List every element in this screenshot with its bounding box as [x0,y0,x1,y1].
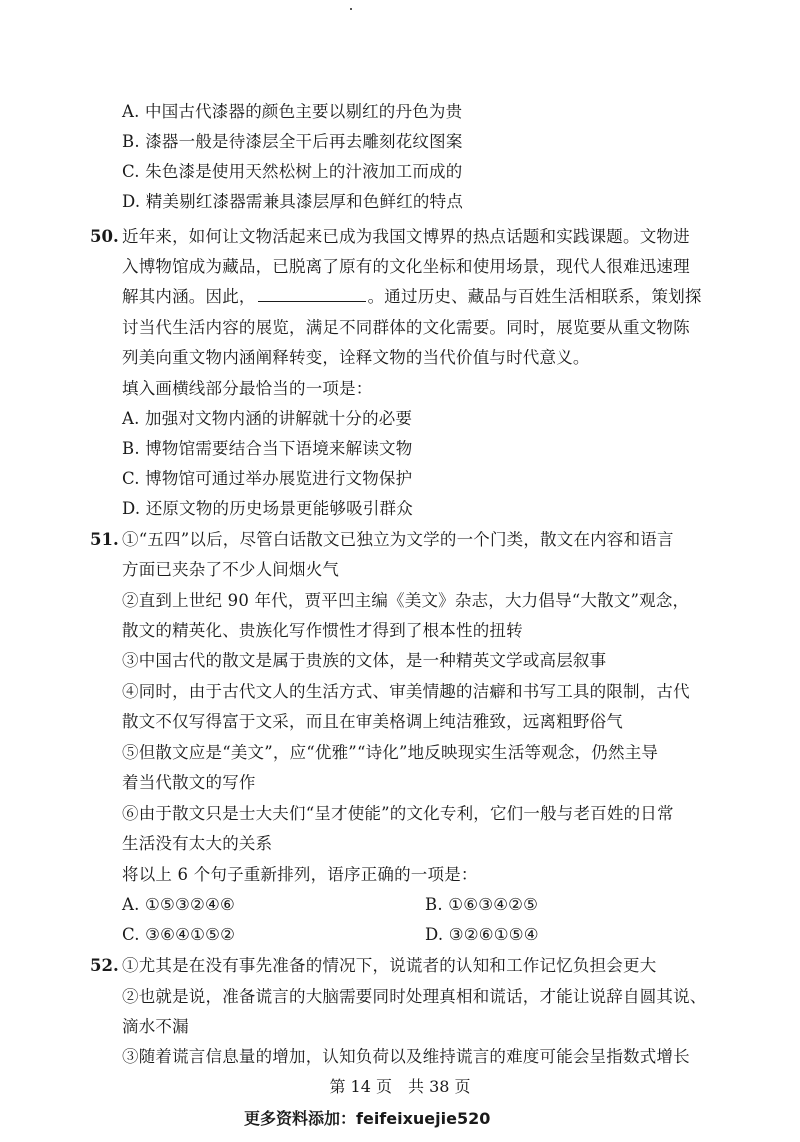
q51-sentence-6a: ⑥由于散文只是士大夫们“呈才使能”的文化专利，它们一般与老百姓的日常 [122,804,674,823]
q51-option-c: C. ③⑥④①⑤② [122,925,236,944]
q52-sentence-2b: 滴水不漏 [122,1017,189,1036]
q51-sentence-4b: 散文不仅写得富于文采，而且在审美格调上纯洁雅致，远离粗野俗气 [122,712,623,731]
q52-sentence-1: ①尤其是在没有事先准备的情况下，说谎者的认知和工作记忆负担会更大 [122,956,657,975]
q49-option-d: D. 精美剔红漆器需兼具漆层厚和色鲜红的特点 [122,192,464,211]
q50-option-a: A. 加强对文物内涵的讲解就十分的必要 [122,409,413,428]
q50-line3-pre: 解其内涵。因此， [122,287,256,306]
q51-sentence-1b: 方面已夹杂了不少人间烟火气 [122,560,340,579]
q51-sentence-5a: ⑤但散文应是“美文”，应“优雅”“诗化”地反映现实生活等观念，仍然主导 [122,743,659,762]
q50-text-line2: 入博物馆成为藏品，已脱离了原有的文化坐标和使用场景，现代人很难迅速理 [122,257,690,276]
q51-option-b: B. ①⑥③④②⑤ [425,895,539,914]
scan-mark [350,8,352,10]
q51-prompt: 将以上 6 个句子重新排列，语序正确的一项是： [122,865,478,884]
q50-option-c: C. 博物馆可通过举办展览进行文物保护 [122,469,413,488]
q50-text-line5: 列美向重文物内涵阐释转变，诠释文物的当代价值与时代意义。 [122,348,590,367]
page-number: 第 14 页 共 38 页 [329,1077,471,1096]
fill-in-blank [258,285,366,302]
q50-number: 50. [90,227,119,246]
q50-text-line4: 讨当代生活内容的展览，满足不同群体的文化需要。同时，展览要从重文物陈 [122,318,690,337]
q51-sentence-4a: ④同时，由于古代文人的生活方式、审美情趣的洁癖和书写工具的限制，古代 [122,682,690,701]
q50-line3-post: 。通过历史、藏品与百姓生活相联系，策划探 [367,287,702,306]
q49-option-b: B. 漆器一般是待漆层全干后再去雕刻花纹图案 [122,132,463,151]
q50-text-line1: 近年来，如何让文物活起来已成为我国文博界的热点话题和实践课题。文物进 [122,227,690,246]
q50-option-d: D. 还原文物的历史场景更能够吸引群众 [122,499,413,518]
q51-number: 51. [90,530,119,549]
q51-sentence-1a: ①“五四”以后，尽管白话散文已独立为文学的一个门类，散文在内容和语言 [122,530,674,549]
q49-option-a: A. 中国古代漆器的颜色主要以剔红的丹色为贵 [122,102,463,121]
q52-number: 52. [90,956,119,975]
q51-option-a: A. ①⑤③②④⑥ [122,895,235,914]
q51-sentence-6b: 生活没有太大的关系 [122,834,273,853]
q52-sentence-3: ③随着谎言信息量的增加，认知负荷以及维持谎言的难度可能会呈指数式增长 [122,1047,690,1066]
q51-sentence-2b: 散文的精英化、贵族化写作惯性才得到了根本性的扭转 [122,621,523,640]
q52-sentence-2a: ②也就是说，准备谎言的大脑需要同时处理真相和谎话，才能让说辞自圆其说、 [122,987,707,1006]
q51-sentence-5b: 着当代散文的写作 [122,773,256,792]
contact-note: 更多资料添加：feifeixuejie520 [244,1109,491,1128]
q51-sentence-3: ③中国古代的散文是属于贵族的文体，是一种精英文学或高层叙事 [122,651,607,670]
q51-option-d: D. ③②⑥①⑤④ [425,925,539,944]
q50-prompt: 填入画横线部分最恰当的一项是： [122,379,373,398]
q49-option-c: C. 朱色漆是使用天然松树上的汁液加工而成的 [122,162,463,181]
q50-text-line3 [122,285,702,309]
q50-option-b: B. 博物馆需要结合当下语境来解读文物 [122,439,413,458]
q51-sentence-2a: ②直到上世纪 90 年代，贾平凹主编《美文》杂志，大力倡导“大散文”观念， [122,591,690,610]
